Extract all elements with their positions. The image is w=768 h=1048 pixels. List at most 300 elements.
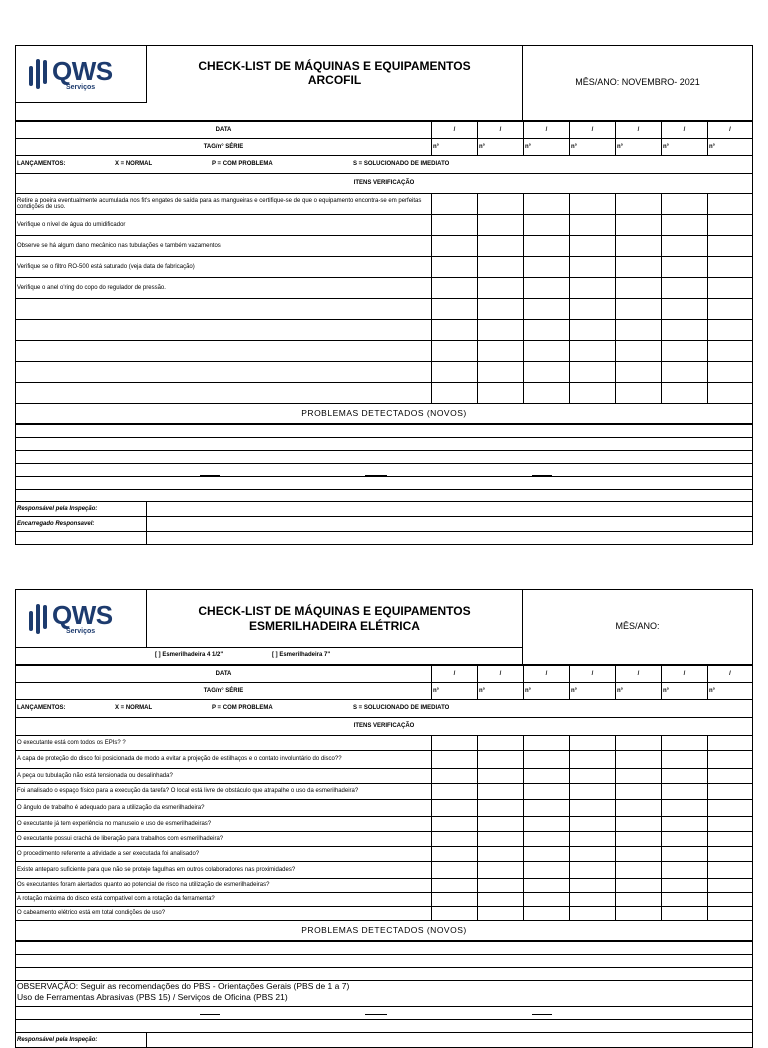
check-cell[interactable] [662,736,708,751]
date-cell[interactable]: / [616,666,662,683]
check-cell[interactable] [524,383,570,404]
checklist-row [16,236,753,257]
problem-line[interactable] [16,490,753,502]
check-cell[interactable] [570,383,616,404]
logo-sub: Serviços [66,628,96,635]
check-cell[interactable] [478,341,524,362]
check-cell[interactable] [432,751,478,769]
check-cell[interactable] [524,879,570,893]
checklist-row [16,278,753,299]
check-cell[interactable] [478,769,524,784]
check-cell[interactable] [432,800,478,817]
tag-row [16,683,753,700]
problemas-row [16,921,753,941]
check-cell[interactable] [662,893,708,907]
check-cell[interactable] [524,769,570,784]
check-cell[interactable] [662,879,708,893]
checklist-item-text: Verifique se o filtro RO-500 está saturado (veja data de fabricação) [16,257,432,278]
check-cell[interactable] [570,832,616,847]
check-cell[interactable] [570,362,616,383]
check-cell[interactable] [570,736,616,751]
encarregado-label: Encarregado Responsavel: [16,517,147,532]
problem-line[interactable] [16,1020,753,1033]
problem-line[interactable] [16,955,753,968]
checklist-item-text [16,341,432,362]
check-cell[interactable] [570,879,616,893]
check-cell[interactable] [708,383,753,404]
check-cell[interactable] [570,800,616,817]
check-cell[interactable] [524,194,570,215]
serial-cell[interactable]: n° [708,683,753,700]
serial-cell[interactable]: n° [478,683,524,700]
check-cell[interactable] [708,832,753,847]
serial-cell[interactable]: n° [616,683,662,700]
check-cell[interactable] [662,257,708,278]
check-cell[interactable] [662,362,708,383]
check-cell[interactable] [708,736,753,751]
serial-cell[interactable]: n° [570,139,616,156]
check-cell[interactable] [570,341,616,362]
serial-cell[interactable]: n° [570,683,616,700]
check-cell[interactable] [432,817,478,832]
check-cell[interactable] [662,769,708,784]
check-cell[interactable] [478,236,524,257]
option-4-1-2[interactable]: [ ] Esmerilhadeira 4 1/2" [155,652,224,658]
check-cell[interactable] [616,362,662,383]
checklist-row [16,847,753,862]
checklist-row [16,736,753,751]
check-cell[interactable] [432,893,478,907]
serial-cell[interactable]: n° [432,139,478,156]
checklist-row [16,862,753,879]
check-cell[interactable] [662,784,708,800]
check-cell[interactable] [478,362,524,383]
check-cell[interactable] [570,215,616,236]
check-cell[interactable] [662,341,708,362]
qws-logo [17,602,145,635]
logo-bars-icon [29,59,47,89]
check-cell[interactable] [478,832,524,847]
check-cell[interactable] [708,817,753,832]
check-cell[interactable] [432,320,478,341]
check-cell[interactable] [524,907,570,921]
checklist-item-text: O executante já tem experiência no manuseio e uso de esmerilhadeiras? [16,817,432,832]
check-cell[interactable] [708,257,753,278]
check-cell[interactable] [708,320,753,341]
check-cell[interactable] [616,769,662,784]
check-cell[interactable] [662,299,708,320]
check-cell[interactable] [432,278,478,299]
check-cell[interactable] [478,278,524,299]
check-cell[interactable] [708,862,753,879]
check-cell[interactable] [570,784,616,800]
check-cell[interactable] [570,769,616,784]
legend-lancamentos: LANÇAMENTOS: [17,705,66,711]
check-cell[interactable] [524,751,570,769]
arcofil-items [16,194,753,404]
checklist-esmerilhadeira [15,589,752,1048]
check-cell[interactable] [432,215,478,236]
check-cell[interactable] [524,278,570,299]
check-cell[interactable] [432,832,478,847]
check-cell[interactable] [432,257,478,278]
data-label: DATA [16,122,432,139]
legend-problema: P = COM PROBLEMA [212,705,273,711]
check-cell[interactable] [432,784,478,800]
check-cell[interactable] [570,257,616,278]
mes-ano: MÊS/ANO: NOVEMBRO- 2021 [523,46,753,121]
check-cell[interactable] [616,215,662,236]
check-cell[interactable] [524,257,570,278]
check-cell[interactable] [570,299,616,320]
check-cell[interactable] [616,736,662,751]
check-cell[interactable] [570,194,616,215]
check-cell[interactable] [570,907,616,921]
check-cell[interactable] [478,907,524,921]
checklist-row [16,257,753,278]
problem-line[interactable] [16,477,753,490]
checklist-row [16,832,753,847]
check-cell[interactable] [708,800,753,817]
checklist-row [16,194,753,215]
check-cell[interactable] [616,751,662,769]
problemas-row [16,404,753,424]
check-cell[interactable] [708,907,753,921]
check-cell[interactable] [708,847,753,862]
date-cell[interactable]: / [478,666,524,683]
checklist-item-text [16,383,432,404]
signature-dash [200,475,220,476]
responsavel-label: Responsável pela Inspeção: [16,502,147,517]
problemas-label: PROBLEMAS DETECTADOS (NOVOS) [16,404,753,424]
arcofil-problems [15,424,753,545]
checklist-row [16,299,753,320]
date-cell[interactable]: / [616,122,662,139]
check-cell[interactable] [616,817,662,832]
page-title: CHECK-LIST DE MÁQUINAS E EQUIPAMENTOS ARCOFIL [147,46,523,103]
signature-dash [365,475,387,476]
check-cell[interactable] [524,320,570,341]
legend-row [16,156,753,174]
check-cell[interactable] [708,362,753,383]
esmerilhadeira-items [16,736,753,921]
check-cell[interactable] [524,215,570,236]
check-cell[interactable] [616,847,662,862]
legend-lancamentos: LANÇAMENTOS: [17,161,66,167]
problem-line[interactable] [16,438,753,451]
check-cell[interactable] [708,215,753,236]
checklist-row [16,769,753,784]
checklist-item-text: Verifique o anel o'ring do copo do regulador de pressão. [16,278,432,299]
checklist-item-text: Observe se há algum dano mecânico nas tubulações e também vazamentos [16,236,432,257]
tag-label: TAG/n° SÉRIE [16,683,432,700]
check-cell[interactable] [478,257,524,278]
check-cell[interactable] [478,879,524,893]
responsavel-label: Responsável pela Inspeção: [16,1033,147,1048]
date-cell[interactable]: / [662,122,708,139]
serial-cell[interactable]: n° [478,139,524,156]
checklist-item-text: Os executantes foram alertados quanto ao potencial de risco na utilização de esmerilhadeiras? [16,879,432,893]
check-cell[interactable] [478,800,524,817]
check-cell[interactable] [616,299,662,320]
logo-name: QWS [52,55,113,86]
checklist-item-text: A rotação máxima do disco está compatível com a rotação da ferramenta? [16,893,432,907]
check-cell[interactable] [616,784,662,800]
check-cell[interactable] [524,847,570,862]
checklist-item-text: O cabeamento elétrico está em total condições de uso? [16,907,432,921]
check-cell[interactable] [432,907,478,921]
check-cell[interactable] [616,341,662,362]
check-cell[interactable] [524,736,570,751]
check-cell[interactable] [662,832,708,847]
checklist-item-text: O procedimento referente a atividade a ser executada foi analisado? [16,847,432,862]
checklist-item-text: O executante está com todos os EPIs? ? [16,736,432,751]
checklist-row [16,907,753,921]
signature-dash [532,475,552,476]
date-cell[interactable]: / [708,122,753,139]
check-cell[interactable] [616,278,662,299]
check-cell[interactable] [478,893,524,907]
itens-row [16,174,753,194]
problemas-label: PROBLEMAS DETECTADOS (NOVOS) [16,921,753,941]
check-cell[interactable] [432,362,478,383]
logo-name: QWS [52,600,113,630]
legend-row [16,700,753,718]
check-cell[interactable] [432,862,478,879]
logo-cell [16,590,147,648]
check-cell[interactable] [662,383,708,404]
check-cell[interactable] [708,236,753,257]
check-cell[interactable] [616,194,662,215]
serial-cell[interactable]: n° [662,683,708,700]
check-cell[interactable] [524,784,570,800]
checklist-row [16,362,753,383]
check-cell[interactable] [570,751,616,769]
check-cell[interactable] [570,278,616,299]
check-cell[interactable] [708,341,753,362]
check-cell[interactable] [616,893,662,907]
check-cell[interactable] [662,907,708,921]
check-cell[interactable] [662,215,708,236]
blank-cell [147,532,753,545]
signature-dash [532,1014,552,1015]
check-cell[interactable] [708,784,753,800]
check-cell[interactable] [708,879,753,893]
page-title: CHECK-LIST DE MÁQUINAS E EQUIPAMENTOS ESMERILHADEIRA ELÉTRICA [147,590,523,648]
check-cell[interactable] [570,847,616,862]
check-cell[interactable] [524,800,570,817]
check-cell[interactable] [478,784,524,800]
check-cell[interactable] [708,893,753,907]
check-cell[interactable] [524,299,570,320]
checklist-item-text: Retire a poeira eventualmente acumulada nos fit's engates de saída para as mangueiras e certifique-se de que o equipamento encontra-se em perfeitas condições de uso. [16,194,432,215]
check-cell[interactable] [570,862,616,879]
check-cell[interactable] [524,832,570,847]
signature-dash [365,1014,387,1015]
checklist-row [16,215,753,236]
checklist-arcofil [15,45,752,545]
observacao-line-2: Uso de Ferramentas Abrasivas (PBS 15) / Serviços de Oficina (PBS 21) [17,991,288,1002]
itens-label: ITENS VERIFICAÇÃO [16,174,753,194]
check-cell[interactable] [432,769,478,784]
check-cell[interactable] [570,320,616,341]
check-cell[interactable] [432,236,478,257]
date-cell[interactable]: / [524,666,570,683]
checklist-item-text: Existe anteparo suficiente para que não se proteje fagulhas em outros colaboradores nas proximidades? [16,862,432,879]
blank-cell [16,532,147,545]
check-cell[interactable] [662,278,708,299]
serial-cell[interactable]: n° [524,683,570,700]
check-cell[interactable] [662,800,708,817]
logo-cell [16,46,147,103]
check-cell[interactable] [432,299,478,320]
check-cell[interactable] [478,194,524,215]
check-cell[interactable] [478,215,524,236]
checklist-row [16,751,753,769]
check-cell[interactable] [662,847,708,862]
checklist-row [16,893,753,907]
date-cell[interactable]: / [708,666,753,683]
checklist-item-text [16,299,432,320]
header-spacer [16,103,523,121]
check-cell[interactable] [662,751,708,769]
check-cell[interactable] [478,383,524,404]
check-cell[interactable] [524,862,570,879]
checklist-row [16,341,753,362]
check-cell[interactable] [524,817,570,832]
check-cell[interactable] [616,383,662,404]
check-cell[interactable] [708,769,753,784]
checklist-item-text [16,362,432,383]
checklist-row [16,383,753,404]
check-cell[interactable] [570,236,616,257]
check-cell[interactable] [662,236,708,257]
check-cell[interactable] [432,194,478,215]
legend-problema: P = COM PROBLEMA [212,161,273,167]
serial-cell[interactable]: n° [662,139,708,156]
check-cell[interactable] [662,862,708,879]
itens-row [16,718,753,736]
mes-ano: MÊS/ANO: [523,590,753,665]
checklist-row [16,817,753,832]
checklist-item-text: O executante possui crachá de liberação para trabalhos com esmerilhadeira? [16,832,432,847]
option-7[interactable]: [ ] Esmerilhadeira 7" [272,652,331,658]
problem-line[interactable] [16,451,753,464]
checklist-row [16,320,753,341]
check-cell[interactable] [662,194,708,215]
checklist-item-text [16,320,432,341]
check-cell[interactable] [478,751,524,769]
check-cell[interactable] [616,236,662,257]
problem-line[interactable] [16,942,753,955]
responsavel-field[interactable] [147,502,753,517]
responsavel-field[interactable] [147,1033,753,1048]
check-cell[interactable] [478,736,524,751]
date-cell[interactable]: / [432,122,478,139]
checklist-row [16,800,753,817]
check-cell[interactable] [432,383,478,404]
legend-normal: X = NORMAL [115,161,153,167]
check-cell[interactable] [478,299,524,320]
serial-cell[interactable]: n° [524,139,570,156]
checklist-item-text: Verifique o nível de água do umidificador [16,215,432,236]
check-cell[interactable] [616,832,662,847]
serial-cell[interactable]: n° [708,139,753,156]
equipment-options [16,648,523,665]
check-cell[interactable] [662,817,708,832]
check-cell[interactable] [662,320,708,341]
check-cell[interactable] [524,362,570,383]
date-cell[interactable]: / [570,666,616,683]
date-cell[interactable]: / [662,666,708,683]
check-cell[interactable] [524,341,570,362]
logo-sub: Serviços [66,83,96,91]
signature-dash [200,1014,220,1015]
date-cell[interactable]: / [432,666,478,683]
encarregado-field[interactable] [147,517,753,532]
check-cell[interactable] [570,893,616,907]
check-cell[interactable] [432,879,478,893]
serial-cell[interactable]: n° [432,683,478,700]
qws-logo [17,55,145,91]
check-cell[interactable] [524,893,570,907]
check-cell[interactable] [432,847,478,862]
check-cell[interactable] [524,236,570,257]
check-cell[interactable] [708,278,753,299]
date-row [16,122,753,139]
problem-line[interactable] [16,1007,753,1020]
check-cell[interactable] [570,817,616,832]
esmerilhadeira-grid [15,665,753,941]
problem-line[interactable] [16,425,753,438]
check-cell[interactable] [708,299,753,320]
check-cell[interactable] [708,751,753,769]
check-cell[interactable] [478,320,524,341]
check-cell[interactable] [616,879,662,893]
check-cell[interactable] [616,800,662,817]
check-cell[interactable] [478,817,524,832]
tag-row [16,139,753,156]
arcofil-header-table [15,45,753,121]
date-cell[interactable]: / [570,122,616,139]
checklist-row [16,879,753,893]
arcofil-grid [15,121,753,424]
check-cell[interactable] [478,862,524,879]
checklist-item-text: O ângulo de trabalho é adequado para a utilização da esmerilhadeira? [16,800,432,817]
data-label: DATA [16,666,432,683]
check-cell[interactable] [616,862,662,879]
check-cell[interactable] [708,194,753,215]
legend-solucionado: S = SOLUCIONADO DE IMEDIATO [353,161,450,167]
problem-line[interactable] [16,968,753,981]
date-cell[interactable]: / [478,122,524,139]
check-cell[interactable] [432,341,478,362]
check-cell[interactable] [478,847,524,862]
checklist-row [16,784,753,800]
check-cell[interactable] [616,257,662,278]
check-cell[interactable] [616,907,662,921]
date-row [16,666,753,683]
tag-label: TAG/n° SÉRIE [16,139,432,156]
legend-normal: X = NORMAL [115,705,153,711]
date-cell[interactable]: / [524,122,570,139]
checklist-item-text: A capa de proteção do disco foi posicionada de modo a evitar a projeção de estilhaços e o contato involuntário do disco?? [16,751,432,769]
itens-label: ITENS VERIFICAÇÃO [16,718,753,736]
check-cell[interactable] [616,320,662,341]
logo-bars-icon [29,604,47,634]
check-cell[interactable] [432,736,478,751]
serial-cell[interactable]: n° [616,139,662,156]
